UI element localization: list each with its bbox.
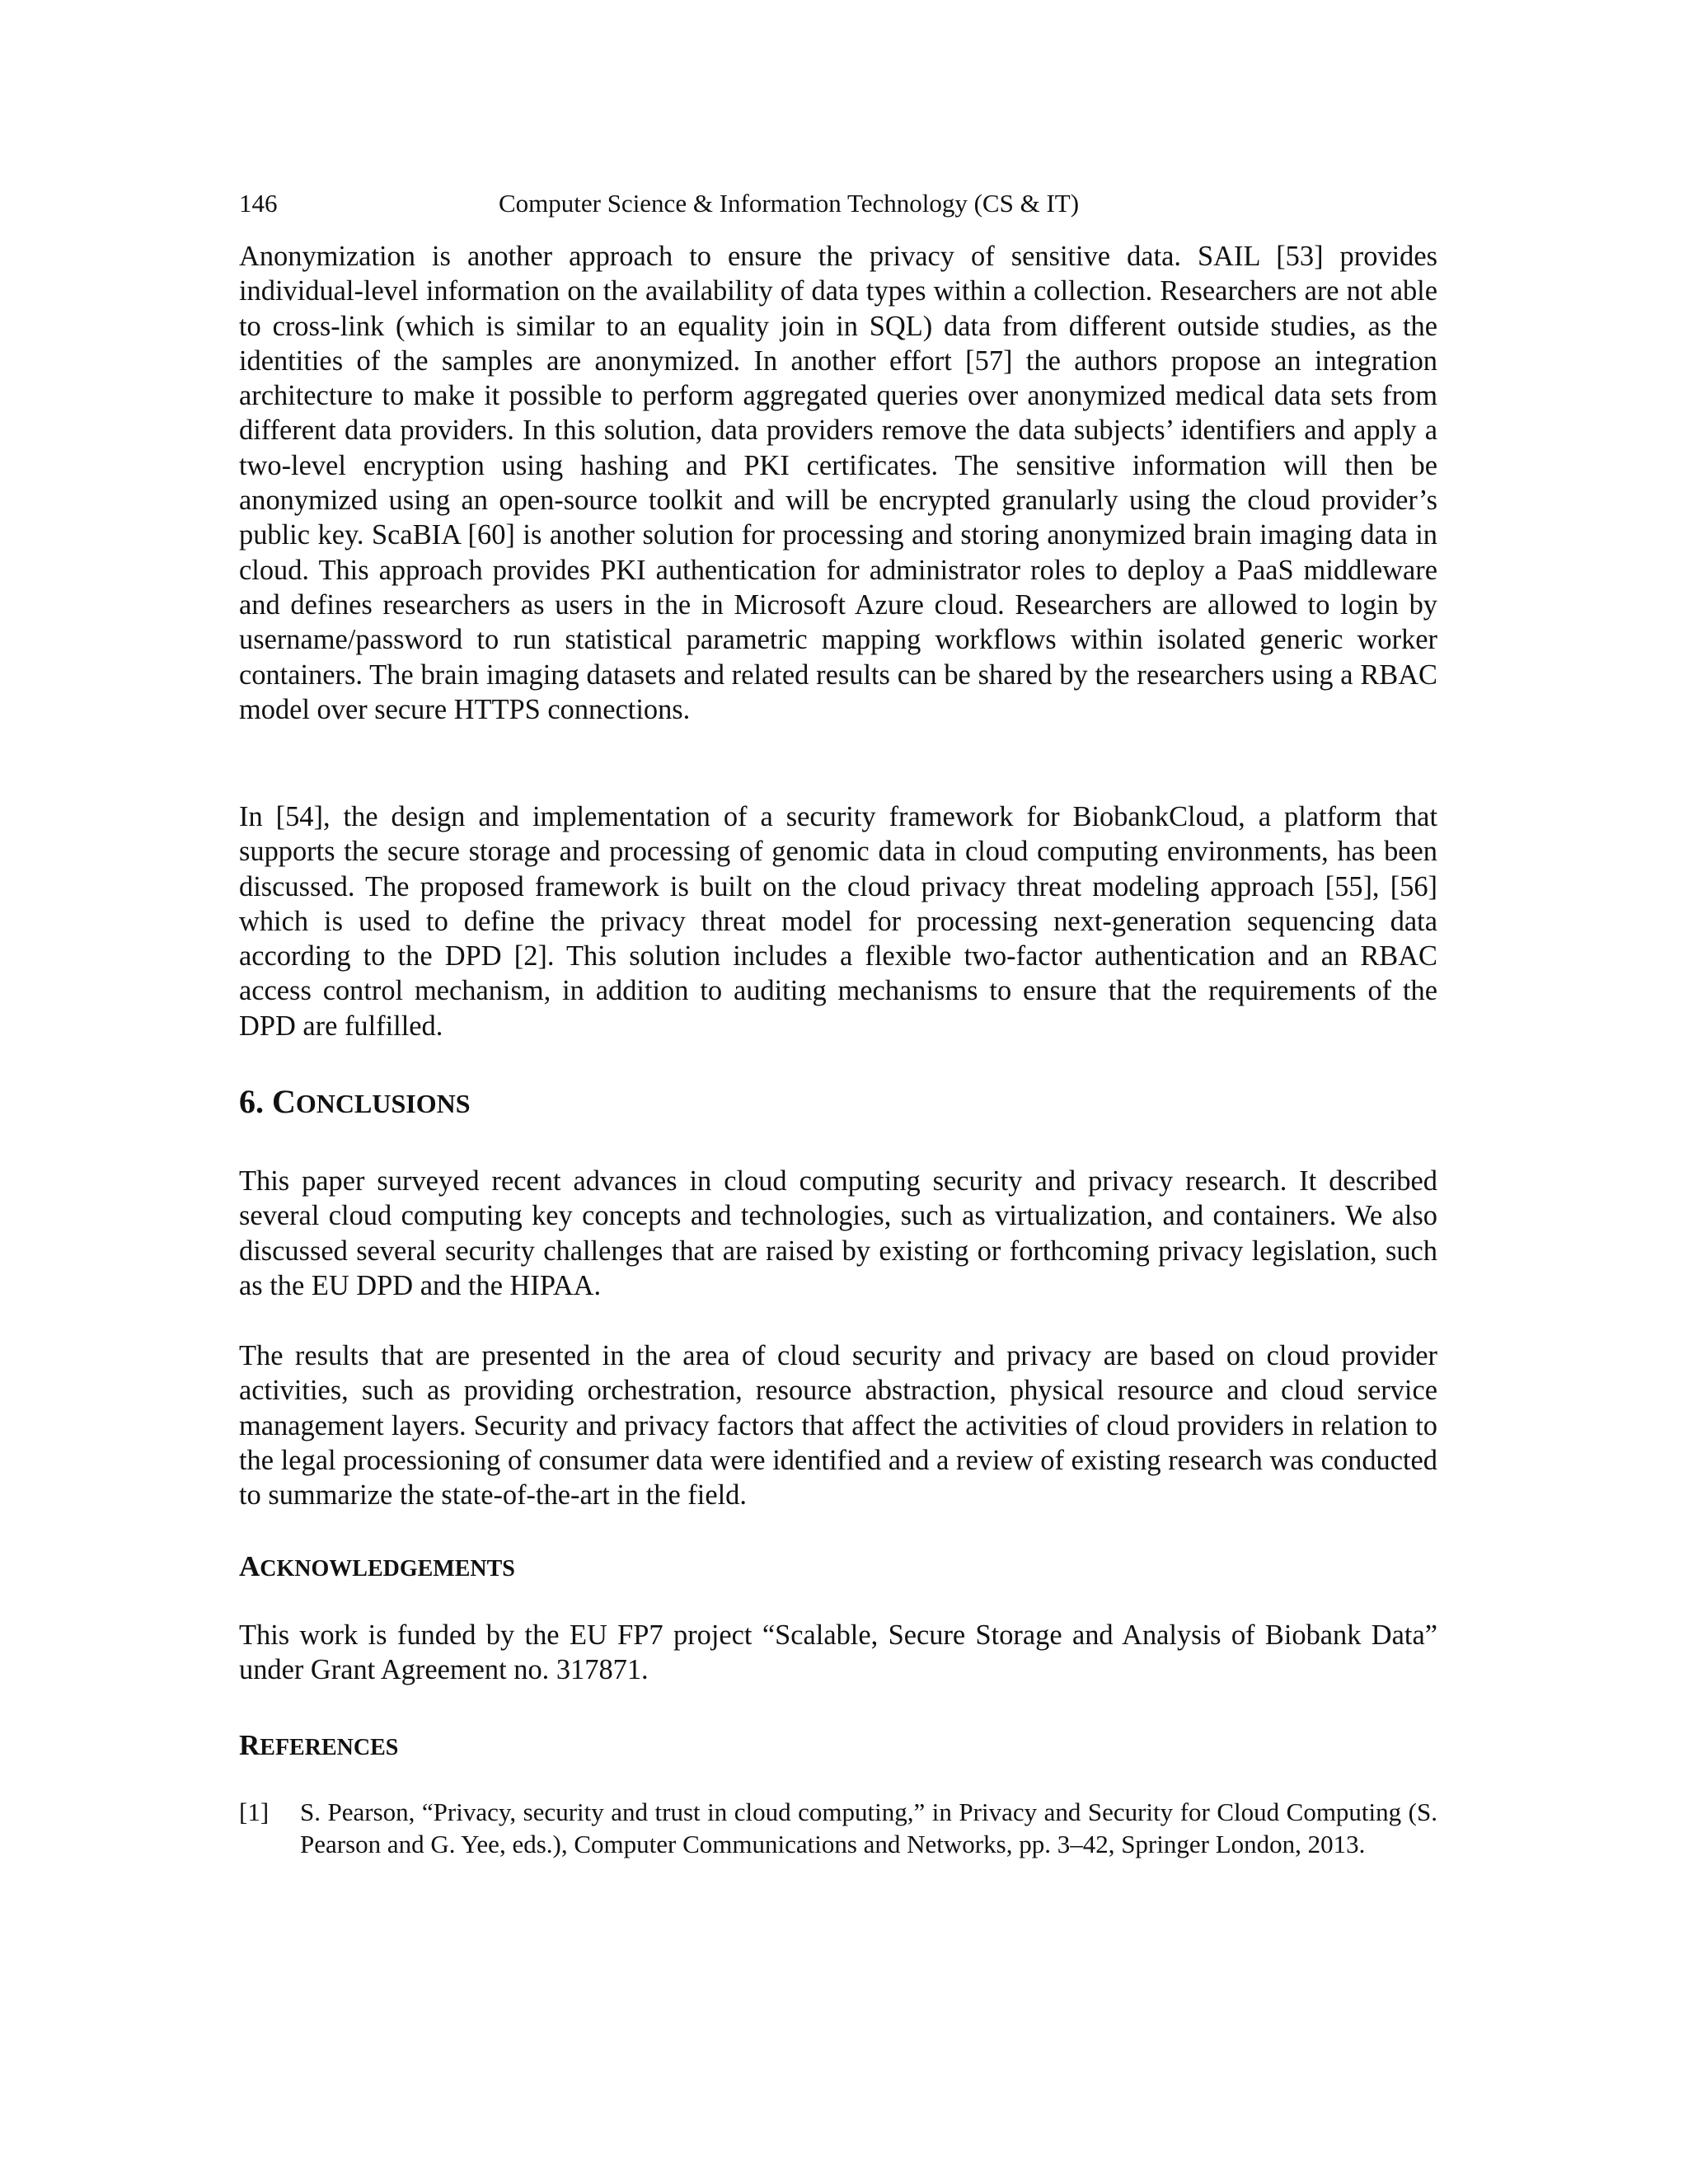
paragraph-conclusions-1: This paper surveyed recent advances in cloud computing security and privacy research. It described several cloud computing key concepts and technologies, such as virtualization, and containers. We also discussed several security challenges that are raised by existing or forthcoming privacy legislation, such as the EU DPD and the HIPAA. <box>239 1165 1437 1301</box>
reference-number: [1] <box>239 1797 270 1826</box>
section-heading-conclusions <box>239 1081 471 1124</box>
paragraph-conclusions-2: The results that are presented in the area of cloud security and privacy are based on cloud provider activities, such as providing orchestration, resource abstraction, physical resource and cloud service management layers. Security and privacy factors that affect the activities of cloud providers in relation to the legal processioning of consumer data were identified and a review of existing research was conducted to summarize the state-of-the-art in the field. <box>239 1340 1437 1511</box>
reference-entry <box>239 1797 1437 1860</box>
paragraph-acknowledgements: This work is funded by the EU FP7 project “Scalable, Secure Storage and Analysis of Biobank Data” under Grant Agreement no. 317871. <box>239 1619 1437 1686</box>
section-heading-acknowledgements <box>239 1548 515 1588</box>
ack-heading-rest: CKNOWLEDGEMENTS <box>260 1556 515 1582</box>
paper-page <box>239 0 1437 2184</box>
conclusions-heading-prefix: 6. C <box>239 1083 296 1120</box>
ref-heading-rest: EFERENCES <box>260 1735 399 1760</box>
paragraph-biobankcloud: In [54], the design and implementation of a security framework for BiobankCloud, a platform that supports the secure storage and processing of genomic data in cloud computing environments, has been discussed. The proposed framework is built on the cloud privacy threat modeling approach [55], [56] which is used to define the privacy threat model for processing next-generation sequencing data according to the DPD [2]. This solution includes a flexible two-factor authentication and an RBAC access control mechanism, in addition to auditing mechanisms to ensure that the requirements of the DPD are fulfilled. <box>239 801 1437 1042</box>
paragraph-anonymization: Anonymization is another approach to ensure the privacy of sensitive data. SAIL [53] provides individual-level information on the availability of data types within a collection. Researchers are not able to cross-link (which is similar to an equality join in SQL) data from different outside studies, as the identities of the samples are anonymized. In another effort [57] the authors propose an integration architecture to make it possible to perform aggregated queries over anonymized medical data sets from different data providers. In this solution, data providers remove the data subjects’ identifiers and apply a two-level encryption using hashing and PKI certificates. The sensitive information will then be anonymized using an open-source toolkit and will be encrypted granularly using the cloud provider’s public key. ScaBIA [60] is another solution for processing and storing anonymized brain imaging data in cloud. This approach provides PKI authentication for administrator roles to deploy a PaaS middleware and defines researchers as users in the in Microsoft Azure cloud. Researchers are allowed to login by username/password to run statistical parametric mapping workflows within isolated generic worker containers. The brain imaging datasets and related results can be shared by the researchers using a RBAC model over secure HTTPS connections. <box>239 241 1437 725</box>
reference-text: S. Pearson, “Privacy, security and trust in cloud computing,” in Privacy and Security for Cloud Computing (S. Pearson and G. Yee, eds.), Computer Communications and Networks, pp. 3–42, Springer London, 2013. <box>300 1797 1437 1858</box>
journal-name: Computer Science & Information Technology (CS & IT) <box>498 189 1080 218</box>
ack-heading-first: A <box>239 1550 260 1582</box>
section-heading-references <box>239 1727 398 1767</box>
conclusions-heading-rest: ONCLUSIONS <box>295 1089 471 1118</box>
running-header <box>239 183 1437 224</box>
page-number: 146 <box>239 189 278 218</box>
ref-heading-first: R <box>239 1729 260 1761</box>
